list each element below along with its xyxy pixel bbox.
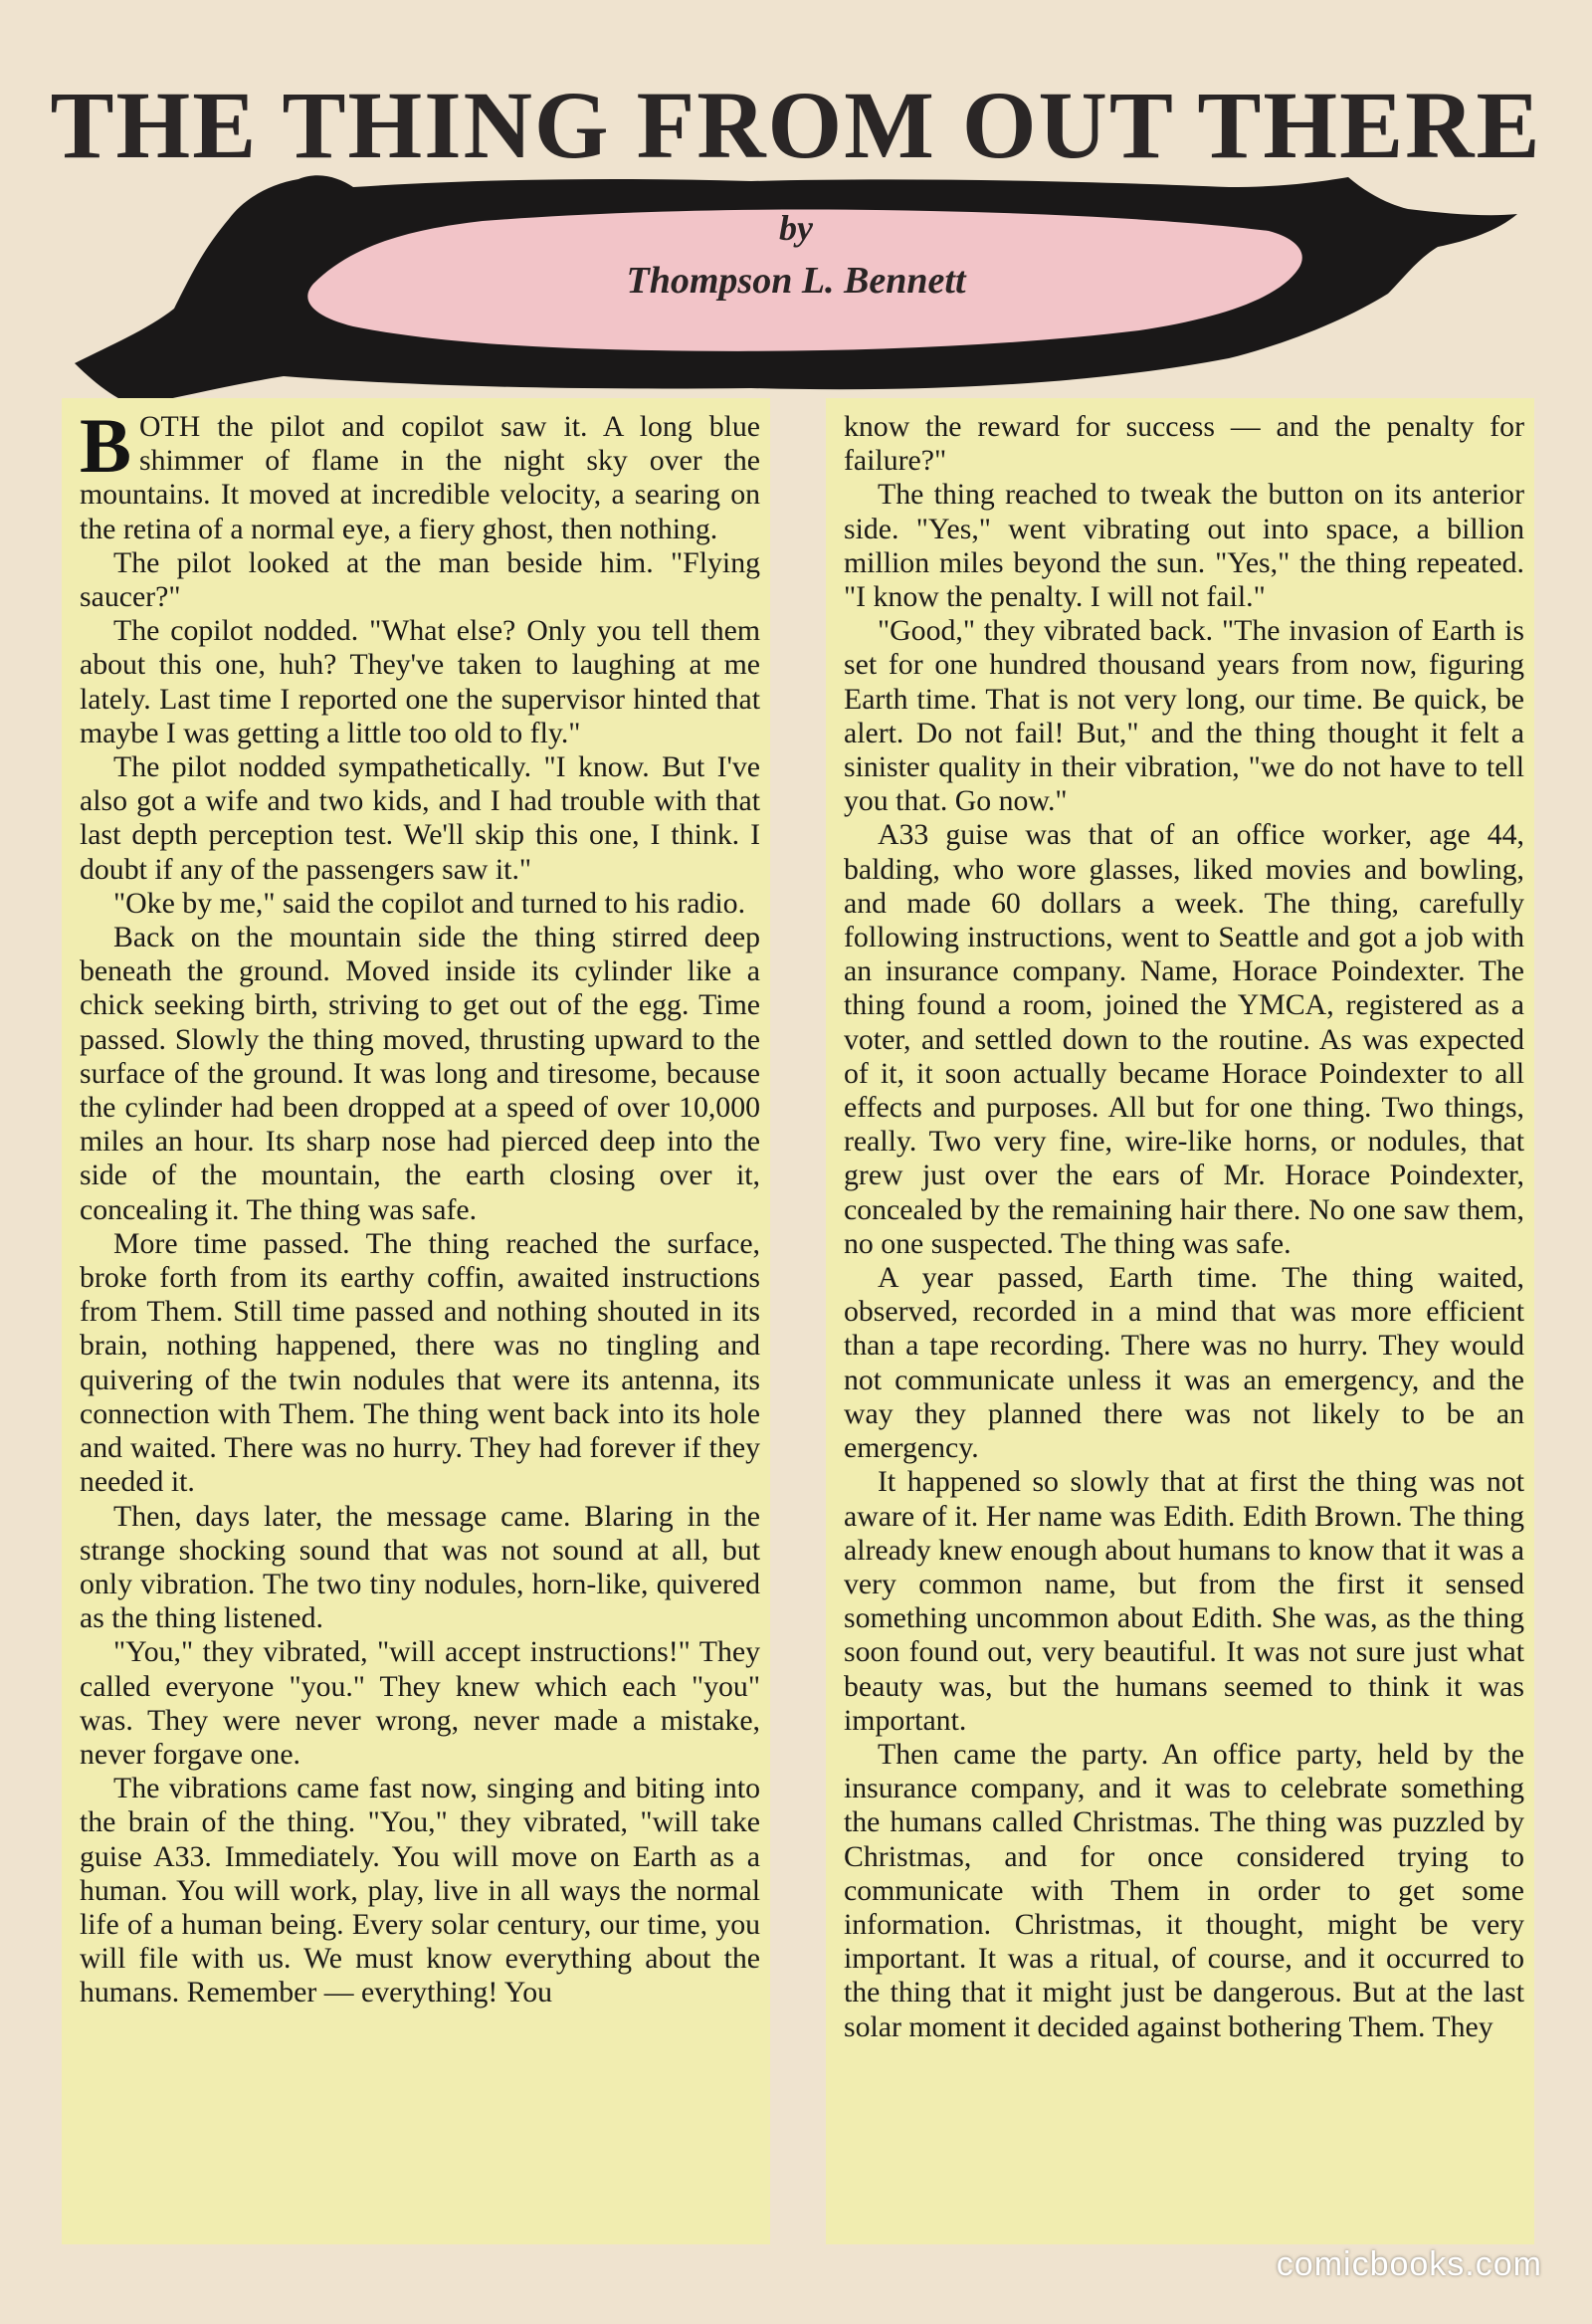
paragraph: Back on the mountain side the thing stirred deep beneath the ground. Moved inside its cylinder like a chick seeking birth, striving to get out of the egg. Time passed. Slowly the thing moved, thrusting upward to the surface of the ground. It was long and tiresome, because the cylinder had been dropped at a speed of over 10,000 miles an hour. Its sharp nose had pierced deep into the side of the mountain, the earth closing over it, concealing it. The thing was safe. bbox=[80, 921, 760, 1226]
paragraph: "You," they vibrated, "will accept instructions!" They called everyone "you." They knew which each "you" was. They were never wrong, never made a mistake, never forgave one. bbox=[80, 1635, 760, 1771]
paragraph: A33 guise was that of an office worker, age 44, balding, who wore glasses, liked movies and bowling, and made 60 dollars a week. The thing, carefully following instructions, went to Seattle and got a job with an insurance company. Name, Horace Poindexter. The thing found a room, joined the YMCA, registered as a voter, and settled down to the routine. As was expected of it, it soon actually became Horace Poindexter to all effects and purposes. All but for one thing. Two things, really. Two very fine, wire-like horns, or nodules, that grew just over the ears of Mr. Horace Poindexter, concealed by the remaining hair there. No one saw them, no one suspected. The thing was safe. bbox=[844, 818, 1524, 1260]
paragraph: Then came the party. An office party, held by the insurance company, and it was to celebrate something the humans called Christmas. The thing was puzzled by Christmas, and for once considered trying to communicate with Them in order to get some information. Christmas, it thought, might be very important. It was a ritual, of course, and it occurred to the thing that it might just be dangerous. But at the last solar moment it decided against bothering Them. They bbox=[844, 1737, 1524, 2043]
story-column-right bbox=[826, 398, 1534, 2244]
paragraph: The pilot nodded sympathetically. "I know. But I've also got a wife and two kids, and I had trouble with that last depth perception test. We'll skip this one, I think. I doubt if any of the passengers saw it." bbox=[80, 750, 760, 886]
paragraph: The thing reached to tweak the button on its anterior side. "Yes," went vibrating out into space, a billion million miles beyond the sun. "Yes," the thing repeated. "I know the penalty. I will not fail." bbox=[844, 478, 1524, 614]
paragraph: "Oke by me," said the copilot and turned to his radio. bbox=[113, 886, 746, 920]
paragraph: know the reward for success — and the penalty for failure?" bbox=[844, 410, 1524, 478]
byline-by: by bbox=[779, 208, 813, 248]
paragraph: A year passed, Earth time. The thing waited, observed, recorded in a mind that was more efficient than a tape recording. There was no hurry. They would not communicate unless it was an emergency, and the way they planned there was not likely to be an emergency. bbox=[844, 1261, 1524, 1465]
paragraph: The pilot looked at the man beside him. "Flying saucer?" bbox=[80, 545, 760, 614]
byline-author: Thompson L. Bennett bbox=[626, 260, 966, 302]
paragraph: It happened so slowly that at first the thing was not aware of it. Her name was Edith. Edith Brown. The thing already knew enough about humans to know that it was a very common name, but from the first it sensed something uncommon about Edith. She was, as the thing soon found out, very beautiful. It was not sure just what beauty was, but the humans seemed to think it was important. bbox=[844, 1465, 1524, 1737]
paragraph: The vibrations came fast now, singing and biting into the brain of the thing. "You," they vibrated, "will take guise A33. Immediately. You will move on Earth as a human. You will work, play, live in all ways the normal life of a human being. Every solar century, our time, you will file with us. We must know everything about the humans. Remember — everything! You bbox=[80, 1772, 760, 2009]
paragraph: More time passed. The thing reached the surface, broke forth from its earthy coffin, awaited instructions from Them. Still time passed and nothing shouted in its brain, nothing happened, there was no tingling and quivering of the twin nodules that were its antenna, its connection with Them. The thing went back into its hole and waited. There was no hurry. They had forever if they needed it. bbox=[80, 1226, 760, 1499]
paragraph: "Good," they vibrated back. "The invasion of Earth is set for one hundred thousand years from now, figuring Earth time. That is not very long, our time. Be quick, be alert. Do not fail! But," and the thing thought it felt a sinister quality in their vibration, "we do not have to tell you that. Go now." bbox=[844, 614, 1524, 818]
paragraph: BOTH the pilot and copilot saw it. A long blue shimmer of flame in the night sky over the mountains. It moved at incredible velocity, a searing on the retina of a normal eye, a fiery ghost, then nothing. bbox=[80, 402, 760, 545]
paragraph: The copilot nodded. "What else? Only you tell them about this one, huh? They've taken to laughing at me lately. Last time I reported one the supervisor hinted that maybe I was getting a little too old to fly." bbox=[80, 614, 760, 749]
paragraph: Then, days later, the message came. Blaring in the strange shocking sound that was not sound at all, but only vibration. The two tiny nodules, horn-like, quivered as the thing listened. bbox=[80, 1499, 760, 1635]
story-title: THE THING FROM OUT THERE bbox=[50, 72, 1542, 178]
story-column-left bbox=[62, 398, 770, 2244]
watermark: comicbooks.com bbox=[1276, 2245, 1542, 2283]
